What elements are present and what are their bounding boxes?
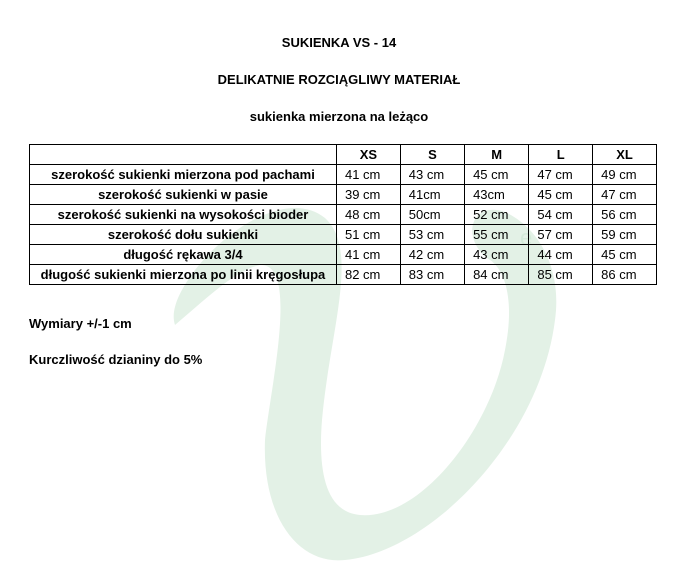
shrinkage-note: Kurczliwość dzianiny do 5% (29, 352, 203, 367)
table-cell: 42 cm (400, 245, 464, 265)
table-row (30, 165, 657, 185)
table-cell: 45 cm (529, 185, 593, 205)
table-cell: 50cm (400, 205, 464, 225)
table-cell: 54 cm (529, 205, 593, 225)
table-row (30, 225, 657, 245)
measurement-note: sukienka mierzona na leżąco (249, 109, 429, 124)
table-cell: 51 cm (336, 225, 400, 245)
table-cell: 56 cm (593, 205, 657, 225)
table-cell: 44 cm (529, 245, 593, 265)
table-cell: 41cm (400, 185, 464, 205)
table-cell: 85 cm (529, 265, 593, 285)
size-header-l: L (529, 145, 593, 165)
table-row (30, 185, 657, 205)
watermark-mark: e (520, 225, 533, 250)
size-header-row (30, 145, 657, 165)
table-cell: 39 cm (336, 185, 400, 205)
row-label: długość sukienki mierzona po linii kręgosłupa (30, 265, 337, 285)
size-header-m: M (465, 145, 529, 165)
row-label: długość rękawa 3/4 (30, 245, 337, 265)
table-row (30, 245, 657, 265)
table-row (30, 265, 657, 285)
row-label: szerokość sukienki w pasie (30, 185, 337, 205)
table-cell: 43 cm (465, 245, 529, 265)
size-header-s: S (400, 145, 464, 165)
material-note: DELIKATNIE ROZCIĄGLIWY MATERIAŁ (217, 72, 461, 87)
table-cell: 45 cm (465, 165, 529, 185)
table-cell: 83 cm (400, 265, 464, 285)
table-cell: 41 cm (336, 165, 400, 185)
table-cell: 43cm (465, 185, 529, 205)
table-cell: 43 cm (400, 165, 464, 185)
table-cell: 82 cm (336, 265, 400, 285)
table-row (30, 205, 657, 225)
tolerance-note: Wymiary +/-1 cm (29, 316, 132, 331)
size-table (29, 144, 657, 285)
table-cell: 84 cm (465, 265, 529, 285)
table-cell: 45 cm (593, 245, 657, 265)
table-cell: 52 cm (465, 205, 529, 225)
header-empty-cell (30, 145, 337, 165)
size-header-xl: XL (593, 145, 657, 165)
table-cell: 49 cm (593, 165, 657, 185)
table-cell: 59 cm (593, 225, 657, 245)
table-cell: 48 cm (336, 205, 400, 225)
size-header-xs: XS (336, 145, 400, 165)
table-cell: 57 cm (529, 225, 593, 245)
table-cell: 47 cm (529, 165, 593, 185)
row-label: szerokość sukienki mierzona pod pachami (30, 165, 337, 185)
document-title: SUKIENKA VS - 14 (281, 35, 397, 50)
table-cell: 55 cm (465, 225, 529, 245)
table-cell: 41 cm (336, 245, 400, 265)
table-cell: 53 cm (400, 225, 464, 245)
row-label: szerokość dołu sukienki (30, 225, 337, 245)
table-cell: 86 cm (593, 265, 657, 285)
row-label: szerokość sukienki na wysokości bioder (30, 205, 337, 225)
table-cell: 47 cm (593, 185, 657, 205)
